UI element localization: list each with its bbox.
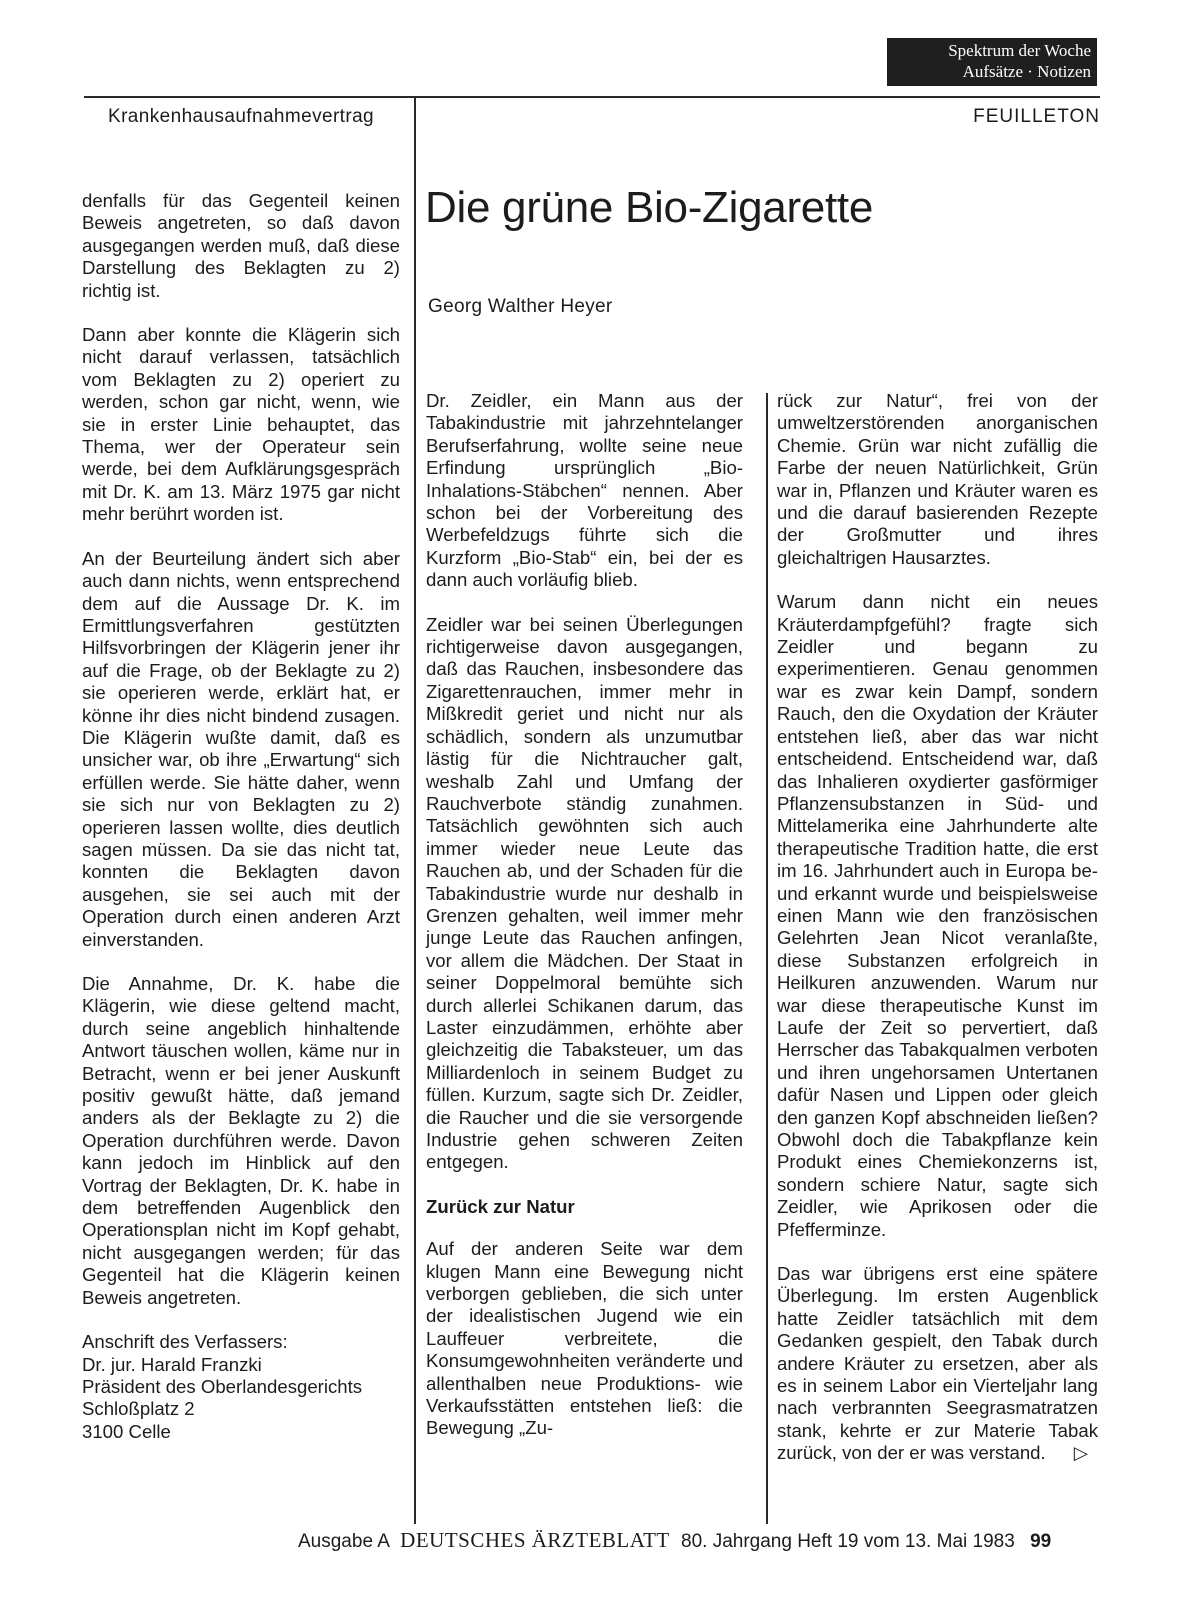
page-number: 99 [1030,1531,1052,1552]
page-footer [298,1528,1051,1553]
article-paragraph: rück zur Natur“, frei von der umweltzerstörenden anorganischen Chemie. Grün war nicht zufällig die Farbe der neuen Natürlichkeit, Grün war in, Pflanzen und Kräuter waren es und die darauf basierenden Rezepte der Großmutter und ihres gleichaltrigen Hausarztes. [777,390,1098,568]
article-paragraph: Dr. Zeidler, ein Mann aus der Tabakindustrie mit jahrzehntelanger Berufserfahrung, wollte seine neue Erfindung ursprünglich „Bio-Inhalations-Stäbchen“ nennen. Aber schon bei der Vorbereitung des Werbefeldzugs führte sich die Kurzform „Bio-Stab“ ein, bei der es dann auch vorläufig blieb. [426,390,743,591]
left-paragraph: Dann aber konnte die Klägerin sich nicht darauf verlassen, tatsächlich vom Beklagten zu 2) operiert zu werden, schon gar nicht, wenn, wie sie in erster Linie behauptet, das Thema, wer der Operateur sein werde, bei dem Aufklärungsgespräch mit Dr. K. am 13. März 1975 gar nicht mehr berührt worden ist. [82,324,400,525]
column-divider-main [414,96,416,1524]
left-column [82,190,400,1443]
article-column-right [777,390,1098,1487]
continue-arrow-icon: ▷ [1073,1442,1088,1464]
author-address [82,1331,400,1443]
section-badge [887,38,1097,86]
column-divider-inner [766,393,768,1524]
badge-line-1: Spektrum der Woche [948,41,1091,60]
header-rule [84,96,1100,98]
running-header-right: FEUILLETON [973,106,1100,127]
article-paragraph: Auf der anderen Seite war dem klugen Mann eine Bewegung nicht verborgen geblieben, die sich unter der idealistischen Jugend wie ein Lauffeuer verbreitete, die Konsumgewohnheiten veränderte und allenthalben neue Produktions- wie Verkaufsstätten entstehen ließ: die Bewegung „Zu- [426,1238,743,1439]
address-line: Schloßplatz 2 [82,1398,195,1420]
article-paragraph: Warum dann nicht ein neues Kräuterdampfgefühl? fragte sich Zeidler und begann zu experimentieren. Genau genommen war es zwar kein Dampf, sondern Rauch, den die Oxydation der Kräuter entstehen ließ, aber das war nicht entscheidend. Entscheidend war, daß das Inhalieren oxydierter gasförmiger Pflanzensubstanzen in Süd- und Mittelamerika eine Jahrhunderte alte therapeutische Tradition hatte, die erst im 16. Jahrhundert auch in Europa be- und erkannt wurde und beispielsweise einen Mann wie den französischen Gelehrten Jean Nicot veranlaßte, diese Substanzen erfolgreich in Heilkuren anzuwenden. Warum nur war diese therapeutische Kunst im Laufe der Zeit so pervertiert, daß Herrscher das Tabakqualmen verboten und ihren ungehorsamen Untertanen dafür Nasen und Lippen oder gleich den ganzen Kopf abschneiden ließen? Obwohl doch die Tabakpflanze kein Produkt eines Chemiekonzerns ist, sondern schiere Natur, sagte sich Zeidler, wie Aprikosen oder die Pfefferminze. [777,591,1098,1240]
article-title: Die grüne Bio-Zigarette [425,183,873,232]
article-column-middle [426,390,743,1462]
last-paragraph-text: Das war übrigens erst eine spätere Überlegung. Im ersten Augenblick hatte Zeidler tatsächlich mit dem Gedanken gespielt, den Tabak durch andere Kräuter zu ersetzen, aber als es in seinem Labor ein Vierteljahr lang nach verbrannten Seegrasmatratzen stank, kehrte er zur Materie Tabak zurück, von der er was verstand. [777,1263,1098,1464]
badge-line-2: Aufsätze · Notizen [962,62,1091,81]
footer-magazine: DEUTSCHES ÄRZTEBLATT [400,1528,670,1552]
address-line: Anschrift des Verfassers: [82,1331,288,1353]
address-line: Präsident des Oberlandesgerichts [82,1375,363,1397]
address-line: 3100 Celle [82,1420,171,1442]
running-header-left: Krankenhausaufnahmevertrag [108,106,375,127]
footer-issue: 80. Jahrgang Heft 19 vom 13. Mai 1983 [681,1531,1015,1552]
left-paragraph: An der Beurteilung ändert sich aber auch dann nichts, wenn entsprechend dem auf die Aussage Dr. K. im Ermittlungsverfahren gestützten Hilfsvorbringen der Klägerin jener ihr auf die Frage, ob der Beklagte zu 2) sie operieren werde, erklärt hat, er könne ihr dies nicht bindend zusagen. Die Klägerin wußte damit, daß es unsicher war, ob ihre „Erwartung“ sich erfüllen werde. Sie hätte daher, wenn sie sich nur von Beklagten zu 2) operieren lassen wollte, dies deutlich sagen müssen. Da sie das nicht tat, konnten die Beklagten davon ausgehen, sie sei auch mit der Operation durch einen anderen Arzt einverstanden. [82,547,400,950]
article-subheading: Zurück zur Natur [426,1195,575,1217]
footer-edition: Ausgabe A [298,1531,389,1552]
left-paragraph: denfalls für das Gegenteil keinen Beweis angetreten, so daß davon ausgegangen werden muß, daß diese Darstellung des Beklagten zu 2) richtig ist. [82,190,400,301]
article-author: Georg Walther Heyer [428,296,613,317]
article-paragraph-last [777,1263,1098,1465]
article-paragraph: Zeidler war bei seinen Überlegungen richtigerweise davon ausgegangen, daß das Rauchen, insbesondere das Zigarettenrauchen, immer mehr in Mißkredit geriet und nicht nur als schädlich, sondern als unzumutbar lästig für die Nichtraucher galt, weshalb Zahl und Umfang der Rauchverbote ständig zunahmen. Tatsächlich gewöhnten sich auch immer wieder neue Leute das Rauchen ab, und der Schaden für die Tabakindustrie wurde nur deshalb in Grenzen gehalten, weil immer mehr junge Leute das Rauchen anfingen, vor allem die Mädchen. Der Staat in seiner Doppelmoral bemühte sich durch allerlei Schikanen darum, das Laster einzudämmen, erhöhte aber gleichzeitig die Tabaksteuer, um das Milliardenloch in seinem Budget zu füllen. Kurzum, sagte sich Dr. Zeidler, die Raucher und die sie versorgende Industrie gehen schweren Zeiten entgegen. [426,613,743,1173]
left-paragraph: Die Annahme, Dr. K. habe die Klägerin, wie diese geltend macht, durch seine angeblich hinhaltende Antwort täuschen wollen, käme nur in Betracht, wenn er bei jener Auskunft positiv gewußt hätte, daß jemand anders als der Beklagte zu 2) die Operation durchführen werde. Davon kann jedoch im Hinblick auf den Vortrag der Beklagten, Dr. K. habe in dem betreffenden Augenblick den Operationsplan nicht im Kopf gehabt, nicht ausgegangen werden; für das Gegenteil hat die Klägerin keinen Beweis angetreten. [82,973,400,1308]
address-line: Dr. jur. Harald Franzki [82,1353,262,1375]
